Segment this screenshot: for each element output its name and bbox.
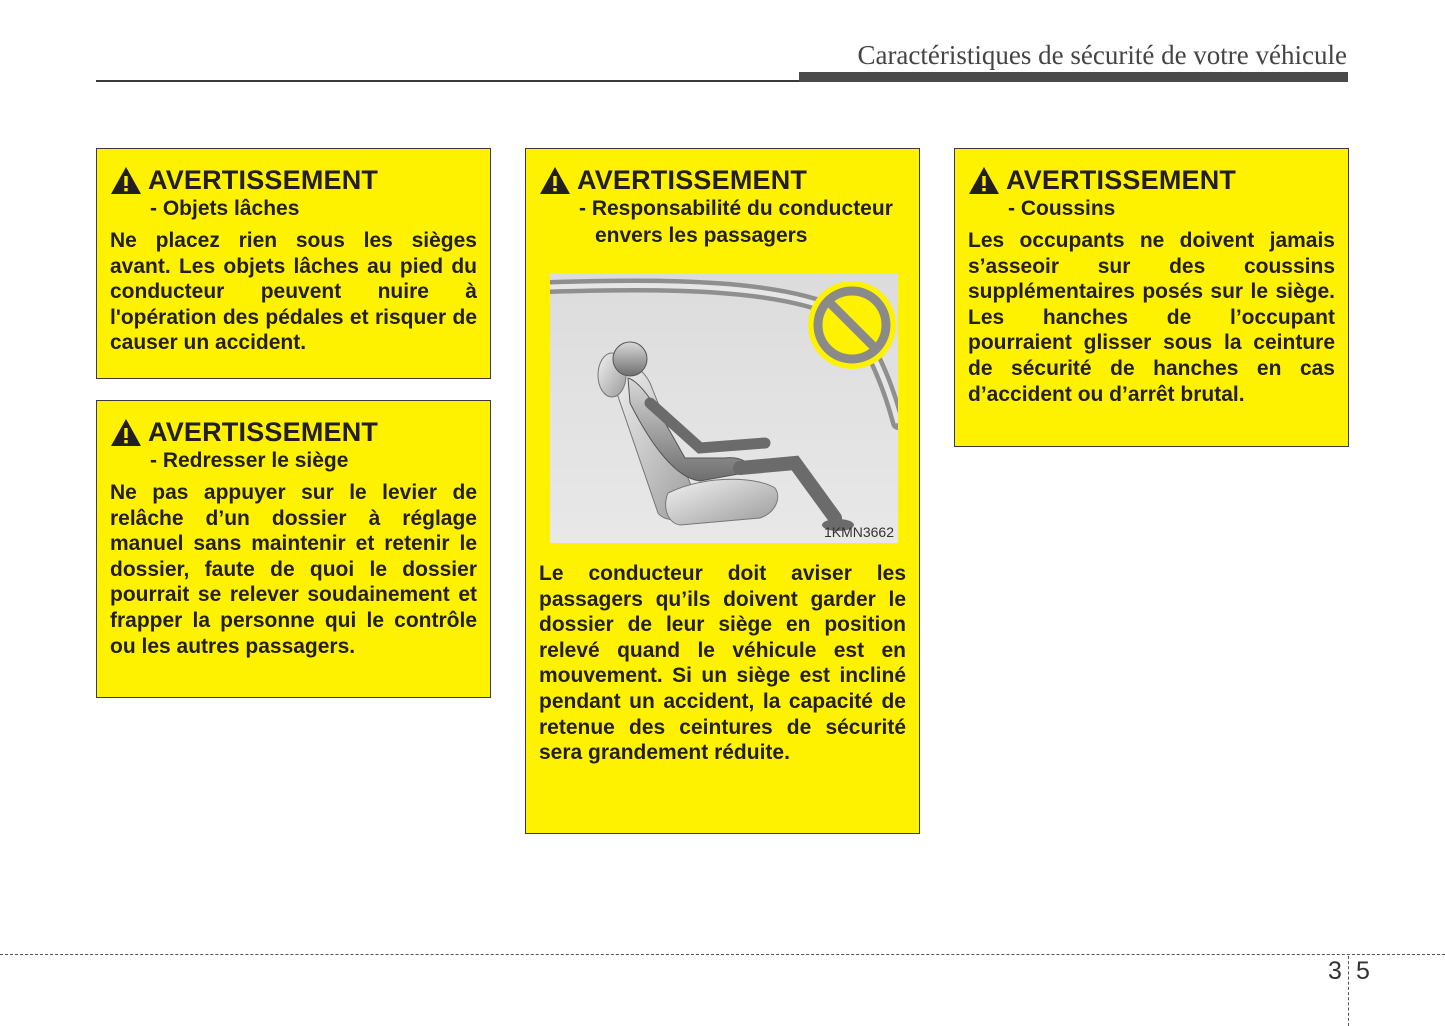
figure-code: 1KMN3662 (823, 524, 894, 540)
header-rule (96, 80, 801, 82)
warning-heading-text: AVERTISSEMENT (1006, 165, 1237, 195)
page-number: 5 (1356, 957, 1370, 985)
header-rule-thick (799, 72, 1348, 82)
footer-rule (0, 954, 1445, 955)
warning-heading (968, 165, 1335, 195)
warning-body: Le conducteur doit aviser les passagers qu’ils doivent garder le dossier de leur siège en position relevé quand le véhicule est en mouvement. Si un siège est incliné pendant un accident, la capacité de retenue des ceintures de sécurité sera grandement réduite. (539, 562, 906, 765)
warning-body: Ne placez rien sous les sièges avant. Les objets lâches au pied du conducteur peuvent nuire à l'opération des pédales et risquer de causer un accident. (110, 229, 477, 355)
warning-subtitle: - Responsabilité du conducteur envers les passagers (579, 197, 893, 247)
warning-body: Ne pas appuyer sur le levier de relâche d’un dossier à réglage manuel sans maintenir et retenir le dossier, faute de quoi le dossier pourrait se relever soudainement et frapper la personne qui le contrôle ou les autres passagers. (110, 481, 477, 658)
warning-triangle-icon (968, 166, 1000, 195)
warning-triangle-icon (110, 166, 142, 195)
warning-box-loose-objects (96, 148, 491, 379)
warning-heading (539, 165, 906, 195)
warning-heading (110, 417, 477, 447)
warning-heading-text: AVERTISSEMENT (148, 165, 379, 195)
warning-subtitle: - Coussins (1008, 197, 1116, 220)
warning-heading-text: AVERTISSEMENT (148, 417, 379, 447)
warning-heading (110, 165, 477, 195)
page-title: Caractéristiques de sécurité de votre véhicule (857, 40, 1347, 70)
reclined-seat-illustration (550, 273, 898, 543)
page-number-separator (1348, 956, 1349, 1026)
warning-box-driver-responsibility (525, 148, 920, 834)
warning-triangle-icon (110, 418, 142, 447)
reclined-passenger-figure (550, 273, 898, 543)
warning-body: Les occupants ne doivent jamais s’asseoir sur des coussins supplémentaires posés sur le siège. Les hanches de l’occupant pourraient glisser sous la ceinture de sécurité de hanches en cas d’accident ou d’arrêt brutal. (968, 229, 1335, 406)
warning-triangle-icon (539, 166, 571, 195)
chapter-number: 3 (1328, 957, 1342, 985)
warning-box-cushions (954, 148, 1349, 447)
warning-box-seat-recline (96, 400, 491, 698)
warning-heading-text: AVERTISSEMENT (577, 165, 808, 195)
warning-subtitle: - Objets lâches (150, 197, 300, 220)
warning-subtitle: - Redresser le siège (150, 449, 349, 472)
